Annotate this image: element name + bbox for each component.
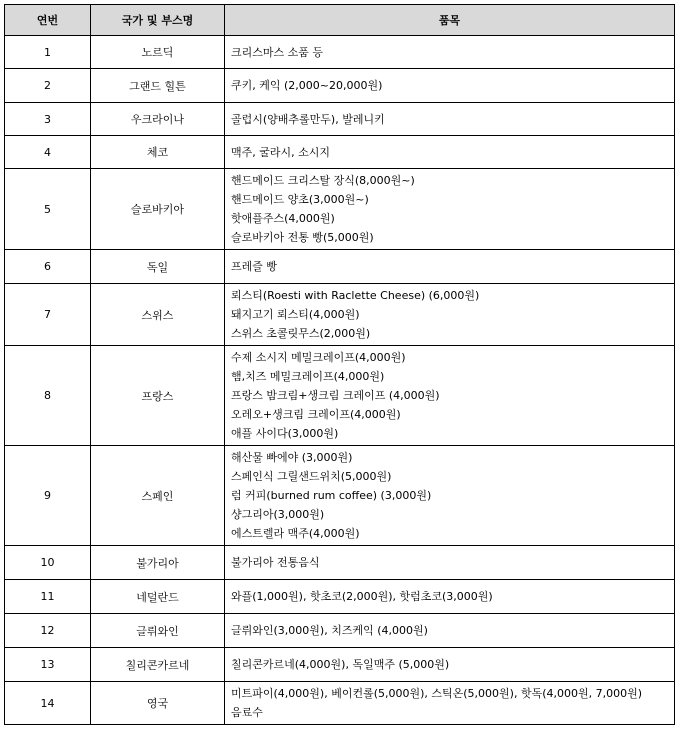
row-number: 8 xyxy=(5,346,91,446)
items-cell xyxy=(225,69,675,103)
item-line: 칠리콘카르네(4,000원), 독일맥주 (5,000원) xyxy=(231,658,450,671)
row-number: 5 xyxy=(5,169,91,250)
booth-name: 체코 xyxy=(91,136,225,169)
item-line: 크리스마스 소품 등 xyxy=(231,45,324,59)
items-cell xyxy=(225,648,675,682)
item-line: 쿠키, 케익 (2,000~20,000원) xyxy=(231,79,383,92)
row-number: 13 xyxy=(5,648,91,682)
header-country: 국가 및 부스명 xyxy=(91,5,225,36)
items-cell xyxy=(225,546,675,580)
item-line: 미트파이(4,000원), 베이컨롤(5,000원), 스틱온(5,000원), 핫독(4,000원, 7,000원) xyxy=(231,687,643,700)
table-body xyxy=(5,36,675,725)
item-line: 와플(1,000원), 핫초코(2,000원), 핫럼초코(3,000원) xyxy=(231,590,493,603)
item-line: 핫애플주스(4,000원) xyxy=(231,212,335,225)
row-number: 9 xyxy=(5,446,91,546)
row-number: 1 xyxy=(5,36,91,69)
booth-name: 프랑스 xyxy=(91,346,225,446)
item-line: 프레즐 빵 xyxy=(231,260,278,273)
item-line: 돼지고기 뢰스티(4,000원) xyxy=(231,308,360,321)
item-line: 프랑스 밤크림+생크림 크레이프 (4,000원) xyxy=(231,389,440,402)
booth-name: 그랜드 힐튼 xyxy=(91,69,225,103)
item-line: 에스트렐라 맥주(4,000원) xyxy=(231,527,360,540)
table-row xyxy=(5,580,675,614)
table-row xyxy=(5,69,675,103)
items-cell xyxy=(225,169,675,250)
table-row xyxy=(5,250,675,284)
row-number: 12 xyxy=(5,614,91,648)
row-number: 4 xyxy=(5,136,91,169)
item-line: 음료수 xyxy=(231,706,263,719)
item-line: 글뤼와인(3,000원), 치즈케익 (4,000원) xyxy=(231,624,428,637)
item-line: 뢰스티(Roesti with Raclette Cheese) (6,000원) xyxy=(231,289,480,302)
row-number: 11 xyxy=(5,580,91,614)
items-cell xyxy=(225,36,675,69)
row-number: 6 xyxy=(5,250,91,284)
table-row xyxy=(5,36,675,69)
items-cell xyxy=(225,580,675,614)
row-number: 7 xyxy=(5,284,91,346)
booth-name: 노르딕 xyxy=(91,36,225,69)
table-row xyxy=(5,346,675,446)
item-line: 애플 사이다(3,000원) xyxy=(231,427,339,440)
booth-name: 네덜란드 xyxy=(91,580,225,614)
header-no: 연번 xyxy=(5,5,91,36)
item-line: 수제 소시지 메밀크레이프(4,000원) xyxy=(231,351,406,364)
table-row xyxy=(5,103,675,136)
header-items: 품목 xyxy=(225,5,675,36)
item-line: 오레오+생크림 크레이프(4,000원) xyxy=(231,408,401,421)
item-line: 해산물 빠에야 (3,000원) xyxy=(231,451,353,464)
item-line: 햄,치즈 메밀크레이프(4,000원) xyxy=(231,370,385,383)
items-cell xyxy=(225,136,675,169)
item-line: 스페인식 그릴샌드위치(5,000원) xyxy=(231,470,392,483)
items-cell xyxy=(225,250,675,284)
booth-table xyxy=(4,4,675,725)
booth-name: 칠리콘카르네 xyxy=(91,648,225,682)
table-row xyxy=(5,446,675,546)
booth-name: 우크라이나 xyxy=(91,103,225,136)
items-cell xyxy=(225,284,675,346)
row-number: 10 xyxy=(5,546,91,580)
booth-name: 영국 xyxy=(91,682,225,725)
table-row xyxy=(5,136,675,169)
item-line: 샹그리아(3,000원) xyxy=(231,508,325,521)
items-cell xyxy=(225,103,675,136)
item-line: 핸드메이드 양초(3,000원~) xyxy=(231,193,369,206)
item-line: 불가리아 전통음식 xyxy=(231,556,320,569)
row-number: 3 xyxy=(5,103,91,136)
table-row xyxy=(5,284,675,346)
booth-name: 글뤼와인 xyxy=(91,614,225,648)
row-number: 14 xyxy=(5,682,91,725)
item-line: 골럽시(양배추롤만두), 발레니키 xyxy=(231,112,385,126)
items-cell xyxy=(225,346,675,446)
table-row xyxy=(5,648,675,682)
row-number: 2 xyxy=(5,69,91,103)
table-row xyxy=(5,682,675,725)
items-cell xyxy=(225,682,675,725)
item-line: 스위스 초콜릿무스(2,000원) xyxy=(231,327,371,340)
booth-name: 슬로바키아 xyxy=(91,169,225,250)
table-row xyxy=(5,614,675,648)
item-line: 핸드메이드 크리스탈 장식(8,000원~) xyxy=(231,174,415,187)
items-cell xyxy=(225,446,675,546)
header-row xyxy=(5,5,675,36)
booth-name: 독일 xyxy=(91,250,225,284)
booth-name: 스페인 xyxy=(91,446,225,546)
items-cell xyxy=(225,614,675,648)
table-row xyxy=(5,546,675,580)
item-line: 맥주, 굴라시, 소시지 xyxy=(231,145,330,159)
booth-name: 스위스 xyxy=(91,284,225,346)
item-line: 슬로바키아 전통 빵(5,000원) xyxy=(231,231,374,244)
table-row xyxy=(5,169,675,250)
booth-name: 불가리아 xyxy=(91,546,225,580)
item-line: 럼 커피(burned rum coffee) (3,000원) xyxy=(231,489,432,502)
